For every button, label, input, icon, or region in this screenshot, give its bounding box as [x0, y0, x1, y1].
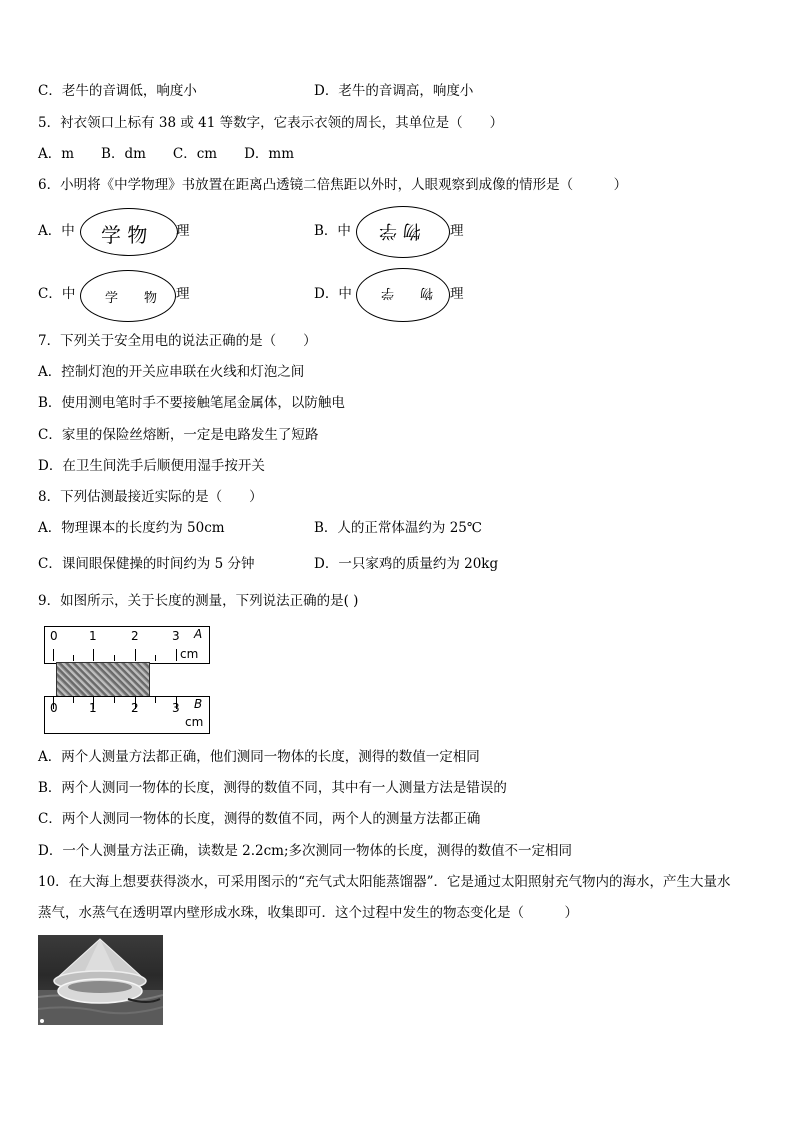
q5-options: A．m B．dm C．cm D．mm [38, 146, 295, 162]
q6-c-image-text: 学 物 [105, 291, 158, 306]
ruler-a-tick-0: 0 [50, 629, 58, 643]
q7-option-b: B．使用测电笔时手不要接触笔尾金属体，以防触电 [38, 395, 345, 411]
q9-option-c: C．两个人测同一物体的长度，测得的数值不同，两个人的测量方法都正确 [38, 811, 481, 827]
q6-a-image-text: 学 物 [101, 223, 148, 247]
q9-stem: 9．如图所示，关于长度的测量，下列说法正确的是( ) [38, 593, 359, 609]
q4-option-c: C．老牛的音调低，响度小 [38, 83, 197, 99]
q6-d-image-text: 物 学 [381, 285, 434, 300]
q8-option-c: C．课间眼保健操的时间约为 5 分钟 [38, 556, 255, 572]
q6-c-label: C．中 [38, 286, 76, 302]
ruler-a-tick-3: 3 [172, 629, 180, 643]
q6-a-end: 理 [176, 223, 190, 239]
measured-object [56, 662, 150, 698]
q8-option-d: D．一只家鸡的质量约为 20kg [314, 556, 499, 572]
ruler-a-tick-2: 2 [131, 629, 139, 643]
ruler-b-tick-2: 2 [131, 701, 139, 715]
q6-a-oval [80, 208, 178, 256]
q4-option-d: D．老牛的音调高，响度小 [314, 83, 474, 99]
q6-stem: 6．小明将《中学物理》书放置在距离凸透镜二倍焦距以外时，人眼观察到成像的情形是（ ） [38, 177, 628, 193]
q6-d-oval [356, 268, 450, 322]
q6-b-oval [356, 206, 450, 258]
q9-option-a: A．两个人测量方法都正确，他们测同一物体的长度，测得的数值一定相同 [38, 749, 480, 765]
solar-still-photo [38, 935, 163, 1025]
q9-option-d: D．一个人测量方法正确，读数是 2.2cm;多次测同一物体的长度，测得的数值不一定相同 [38, 843, 572, 859]
q6-a-label: A．中 [38, 223, 75, 239]
solar-still-illustration [38, 935, 163, 1025]
q6-c-end: 理 [176, 286, 190, 302]
ruler-b-letter: B [194, 697, 203, 711]
q6-b-end: 理 [450, 223, 464, 239]
q6-b-image-text: 物 学 [379, 220, 421, 241]
q6-b-label: B．中 [314, 223, 351, 239]
q6-d-label: D．中 [314, 286, 352, 302]
q7-option-d: D．在卫生间洗手后顺便用湿手按开关 [38, 458, 265, 474]
ruler-a [44, 626, 210, 664]
q10-line1: 10．在大海上想要获得淡水，可采用图示的“充气式太阳能蒸馏器”．它是通过太阳照射充气物内的海水，产生大量水 [38, 874, 731, 890]
ruler-b-tick-3: 3 [172, 701, 180, 715]
q5-stem: 5．衬衣领口上标有 38 或 41 等数字，它表示衣领的周长，其单位是（ ） [38, 115, 504, 131]
q7-stem: 7．下列关于安全用电的说法正确的是（ ） [38, 333, 317, 349]
ruler-b-tick-0: 0 [50, 701, 58, 715]
ruler-b-unit: cm [185, 715, 204, 729]
ruler-b-tick-1: 1 [89, 701, 97, 715]
q8-option-a: A．物理课本的长度约为 50cm [38, 520, 225, 536]
q8-stem: 8．下列估测最接近实际的是（ ） [38, 489, 263, 505]
q10-line2: 蒸气，水蒸气在透明罩内壁形成水珠，收集即可．这个过程中发生的物态变化是（ ） [38, 905, 578, 921]
ruler-a-unit: cm [180, 647, 199, 661]
ruler-a-letter: A [194, 627, 203, 641]
ruler-b [44, 696, 210, 734]
q7-option-a: A．控制灯泡的开关应串联在火线和灯泡之间 [38, 364, 305, 380]
q6-d-end: 理 [450, 286, 464, 302]
ruler-a-tick-1: 1 [89, 629, 97, 643]
q6-c-oval [80, 270, 176, 322]
q9-option-b: B．两个人测同一物体的长度，测得的数值不同，其中有一人测量方法是错误的 [38, 780, 507, 796]
q8-option-b: B．人的正常体温约为 25℃ [314, 520, 482, 536]
q7-option-c: C．家里的保险丝熔断，一定是电路发生了短路 [38, 427, 319, 443]
